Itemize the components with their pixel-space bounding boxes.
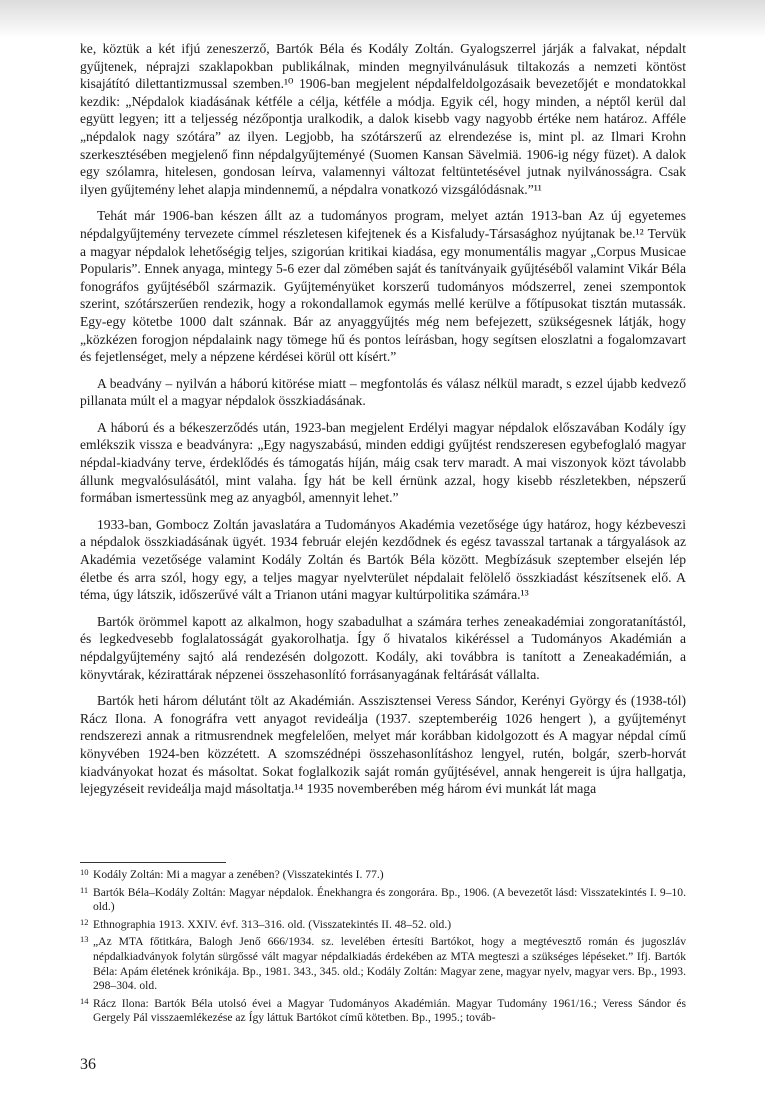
- paragraph-2: Tehát már 1906-ban készen állt az a tudományos program, melyet aztán 1913-ban Az új egyetemes népdalgyűjtemény tervezete címmel részletesen kifejtenek és a Kisfaludy-Társasághoz nyújtanak be.¹² Tervük a magyar népdalok lehetőségig teljes, szigorúan kritikai kiadása, egy monumentális magyar „Corpus Musicae Popularis”. Ennek anyaga, mintegy 5-6 ezer dal zömében saját és tanítványaik gyűjtéséből valamint Vikár Béla fonográfos gyűjtéséből származik. Gyűjteményüket korszerű tudományos módszerrel, zenei szempontok szerint, szótárszerűen rendezik, hogy a rokondallamok egymás mellé kerülve a főtípusokat tisztán mutassák. Egy-egy kötetbe 1000 dalt szánnak. Bár az anyaggyűjtés még nem befejezett, szükségesnek látják, hogy „közkézen forogjon népdalaink nagy tömege hű és pontos leírásban, hogy segítsen eloszlatni a fogalomzavart és fejetlenséget, mely a népzene kérdései körül ott kísért.”: [80, 208, 686, 365]
- paragraph-4: A háború és a békeszerződés után, 1923-ban megjelent Erdélyi magyar népdalok előszavában Kodály így emlékszik vissza e beadványra: „Egy nagyszabású, minden eddigi gyűjtést rendszeresen egybefoglaló magyar népdal-kiadvány terve, érdeklődés és támogatás híján, máig csak terv maradt. A mai viszonyok közt távolabb állunk megvalósulásától, mint valaha. Így hát be kell érnünk azzal, hogy kisebb részletekben, népszerű formában ismertessünk meg az anyagból, amennyit lehet.”: [80, 419, 686, 506]
- footnote-divider: [80, 862, 226, 863]
- footnote-14: [80, 997, 686, 1026]
- main-text: [80, 40, 686, 798]
- footnote-10: [80, 868, 686, 883]
- paragraph-1: ke, köztük a két ifjú zeneszerző, Bartók Béla és Kodály Zoltán. Gyalogszerrel járják a falvakat, népdalt gyűjtenek, néprajzi szaklapokban publikálnak, minden megnyilvánulásuk tiltakozás a nemzeti köntöst kisajátító dilettantizmussal szemben.¹⁰ 1906-ban megjelent népdalfeldolgozásaik bevezetőjét e mondatokkal kezdik: „Népdalok kiadásának kétféle a célja, kétféle a módja. Egyik cél, hogy minden, a néptől kerül dal együtt legyen; itt a teljesség nézőpontja uralkodik, a dalok kisebb vagy nagyobb értéke nem határoz. Afféle „népdalok nagy szótára” az ilyen. Legjobb, ha szótárszerű az elrendezése is, mint pl. az Ilmari Krohn szerkesztésében megjelenő finn népdalgyűjteményé (Suomen Kansan Sävelmiä. 1906-ig négy füzet). A dalok egy szólamra, hitelesen, gondosan leírva, valamennyi változat feltüntetésével jutnak nyilvánosságra. Csak ilyen gyűjtemény lehet alapja mindennemű, a népdalra vonatkozó vizsgálódásnak.”¹¹: [80, 41, 686, 197]
- paragraph-5: 1933-ban, Gombocz Zoltán javaslatára a Tudományos Akadémia vezetősége úgy határoz, hogy kézbeveszi a népdalok összkiadásának ügyét. 1934 február elején kezdődnek és egész tavasszal tartanak a tárgyalások az Akadémia vezetősége valamint Kodály Zoltán és Bartók Béla között. Megbízásuk szeptember elsején lép életbe és arra szól, hogy egy, a teljes magyar nyelvterület népdalait felölelő összkiadást készítsenek elő. A téma, úgy látszik, időszerűvé vált a Trianon utáni magyar kultúrpolitika számára.¹³: [80, 516, 686, 603]
- footnote-11: [80, 886, 686, 915]
- paragraph-7: Bartók heti három délutánt tölt az Akadémián. Asszisztensei Veress Sándor, Kerényi György és (1938-tól) Rácz Ilona. A fonográfra vett anyagot revideálja (1937. szeptemberéig 1026 hengert ), a gyűjteményt rendszerezi annak a ritmusrendnek megfelelően, melyet már korábban kidolgozott és A magyar népdal című könyvében 1924-ben közzétett. A szomszédnépi összehasonlításhoz lengyel, rutén, bolgár, szerb-horvát kiadványokat hozat és másoltat. Sokat foglalkozik saját román gyűjtésével, annak hengereit is újra hallgatja, lejegyzéseit revideálja majd másoltatja.¹⁴ 1935 novemberében még három évi munkát lát maga: [80, 693, 686, 797]
- footnote-text: Bartók Béla–Kodály Zoltán: Magyar népdalok. Énekhangra és zongorára. Bp., 1906. (A bevezetőt lásd: Visszatekintés I. 9–10. old.): [93, 885, 686, 914]
- footnote-number: 10: [80, 867, 89, 877]
- footnote-text: Kodály Zoltán: Mi a magyar a zenében? (Visszatekintés I. 77.): [93, 868, 384, 881]
- footnote-number: 11: [80, 884, 89, 895]
- footnote-12: [80, 918, 686, 933]
- footnote-text: Rácz Ilona: Bartók Béla utolsó évei a Magyar Tudományos Akadémián. Magyar Tudomány 1961/16.; Veress Sándor és Gergely Pál visszaemlékezése az Így láttuk Bartókot című kötetben. Bp., 1995.; továb-: [93, 996, 686, 1025]
- footnote-number: 13: [80, 934, 89, 945]
- paragraph-6: Bartók örömmel kapott az alkalmon, hogy szabadulhat a számára terhes zeneakadémiai zongoratanítástól, és legkedvesebb foglalatosságát gyakorolhatja. Így ő hivatalos kikéréssel a Tudományos Akadémián a népdalgyűjtemény sajtó alá rendezésén dolgozott. Kodály, aki továbbra is tanított a Zeneakadémián, a könyvtárak, kézirattárak népzenei összehasonlító forrásanyagának feltárását vállalta.: [80, 613, 686, 682]
- scan-top-shadow: [0, 0, 765, 38]
- paragraph-3: A beadvány – nyilván a háború kitörése miatt – megfontolás és válasz nélkül maradt, s ezzel újabb kedvező pillanata múlt el a magyar népdalok összkiadásának.: [80, 375, 686, 409]
- footnote-text: „Az MTA főtitkára, Balogh Jenő 666/1934. sz. levelében értesíti Bartókot, hogy a megtévesztő román és jugoszláv népdalkiadványok folytán sürgőssé vált magyar népdalkiadás érdekében az MTA megteszi a szükséges lépéseket.” Ifj. Bartók Béla: Apám életének krónikája. Bp., 1981. 343., 345. old.; Kodály Zoltán: Magyar zene, magyar nyelv, magyar vers. Bp., 1993. 298–304. old.: [93, 935, 686, 993]
- footnote-number: 14: [80, 995, 89, 1006]
- footnote-13: [80, 935, 686, 993]
- footnote-text: Ethnographia 1913. XXIV. évf. 313–316. old. (Visszatekintés II. 48–52. old.): [93, 917, 452, 931]
- page-number: 36: [80, 1056, 96, 1073]
- footnote-number: 12: [80, 916, 89, 927]
- footnotes: [80, 868, 686, 1029]
